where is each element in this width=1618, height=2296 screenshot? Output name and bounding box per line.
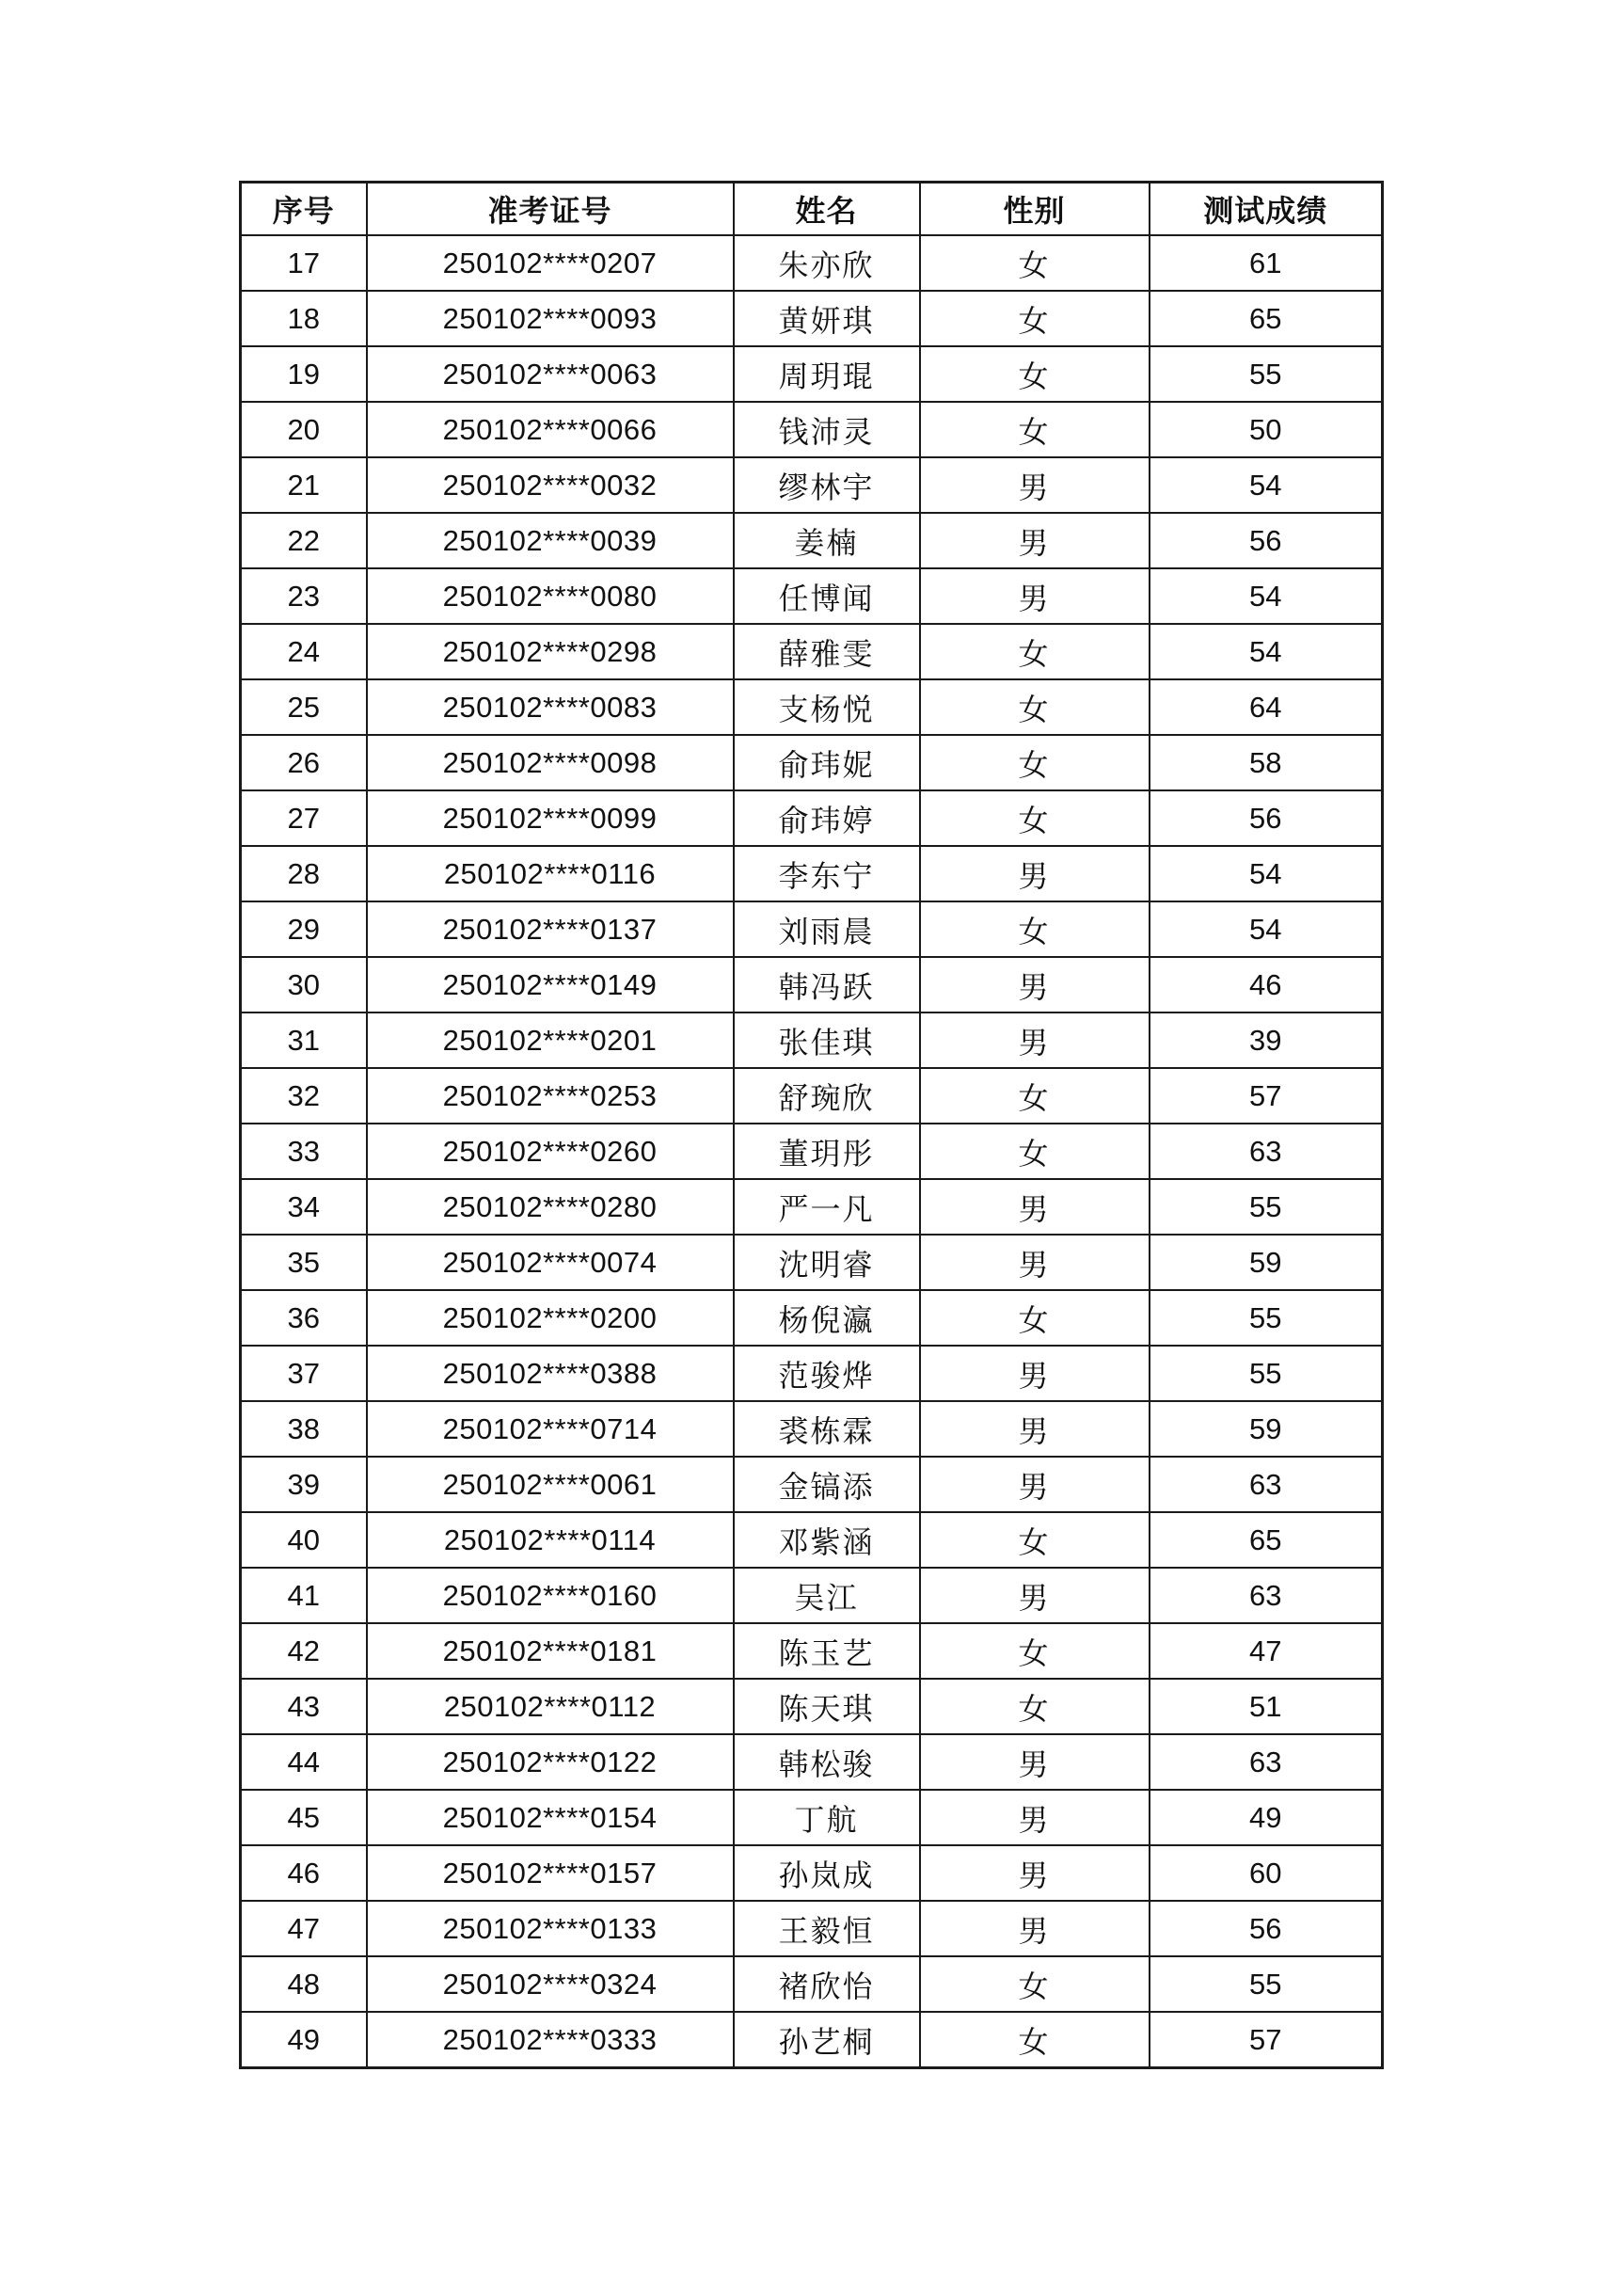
score-cell: 55 <box>1150 1179 1383 1235</box>
seq-cell: 44 <box>241 1734 367 1790</box>
table-row <box>241 1457 1383 1512</box>
table-row <box>241 624 1383 679</box>
name-cell: 周玥琨 <box>734 346 920 402</box>
name-cell: 黄妍琪 <box>734 291 920 346</box>
name-cell: 李东宁 <box>734 846 920 901</box>
score-cell: 55 <box>1150 1956 1383 2012</box>
exam-id-cell: 250102****0253 <box>367 1068 734 1124</box>
table-row <box>241 1845 1383 1901</box>
table-row <box>241 1679 1383 1734</box>
name-cell: 钱沛灵 <box>734 402 920 457</box>
table-row <box>241 1124 1383 1179</box>
score-cell: 39 <box>1150 1012 1383 1068</box>
exam-id-cell: 250102****0032 <box>367 457 734 513</box>
gender-cell: 女 <box>920 624 1150 679</box>
table-row <box>241 513 1383 568</box>
name-cell: 缪林宇 <box>734 457 920 513</box>
seq-cell: 20 <box>241 402 367 457</box>
gender-cell: 女 <box>920 2012 1150 2068</box>
name-cell: 孙艺桐 <box>734 2012 920 2068</box>
gender-cell: 男 <box>920 1790 1150 1845</box>
name-cell: 褚欣怡 <box>734 1956 920 2012</box>
name-cell: 王毅恒 <box>734 1901 920 1956</box>
seq-cell: 22 <box>241 513 367 568</box>
name-cell: 孙岚成 <box>734 1845 920 1901</box>
gender-cell: 男 <box>920 513 1150 568</box>
seq-cell: 19 <box>241 346 367 402</box>
name-cell: 丁航 <box>734 1790 920 1845</box>
name-cell: 朱亦欣 <box>734 235 920 291</box>
gender-cell: 女 <box>920 679 1150 735</box>
seq-cell: 49 <box>241 2012 367 2068</box>
score-cell: 56 <box>1150 1901 1383 1956</box>
gender-cell: 女 <box>920 735 1150 790</box>
seq-cell: 31 <box>241 1012 367 1068</box>
name-cell: 韩冯跃 <box>734 957 920 1012</box>
score-cell: 56 <box>1150 513 1383 568</box>
table-row <box>241 1901 1383 1956</box>
score-cell: 63 <box>1150 1568 1383 1623</box>
exam-id-cell: 250102****0133 <box>367 1901 734 1956</box>
gender-cell: 女 <box>920 402 1150 457</box>
gender-cell: 女 <box>920 1679 1150 1734</box>
table-row <box>241 402 1383 457</box>
exam-id-cell: 250102****0280 <box>367 1179 734 1235</box>
exam-id-cell: 250102****0201 <box>367 1012 734 1068</box>
exam-id-cell: 250102****0066 <box>367 402 734 457</box>
score-cell: 47 <box>1150 1623 1383 1679</box>
gender-cell: 女 <box>920 1068 1150 1124</box>
name-cell: 严一凡 <box>734 1179 920 1235</box>
name-cell: 刘雨晨 <box>734 901 920 957</box>
score-cell: 55 <box>1150 1290 1383 1346</box>
gender-cell: 男 <box>920 1012 1150 1068</box>
gender-cell: 女 <box>920 1512 1150 1568</box>
gender-cell: 男 <box>920 1346 1150 1401</box>
gender-cell: 男 <box>920 1845 1150 1901</box>
score-cell: 59 <box>1150 1401 1383 1457</box>
table-row <box>241 679 1383 735</box>
seq-cell: 43 <box>241 1679 367 1734</box>
exam-id-cell: 250102****0137 <box>367 901 734 957</box>
seq-cell: 25 <box>241 679 367 735</box>
name-cell: 任博闻 <box>734 568 920 624</box>
name-cell: 金镐添 <box>734 1457 920 1512</box>
gender-cell: 男 <box>920 568 1150 624</box>
table-row <box>241 568 1383 624</box>
gender-cell: 女 <box>920 1956 1150 2012</box>
gender-cell: 女 <box>920 790 1150 846</box>
header-score: 测试成绩 <box>1150 183 1383 236</box>
header-name: 姓名 <box>734 183 920 236</box>
gender-cell: 男 <box>920 957 1150 1012</box>
gender-cell: 男 <box>920 1568 1150 1623</box>
exam-id-cell: 250102****0112 <box>367 1679 734 1734</box>
header-seq: 序号 <box>241 183 367 236</box>
exam-id-cell: 250102****0074 <box>367 1235 734 1290</box>
gender-cell: 男 <box>920 1734 1150 1790</box>
name-cell: 舒琬欣 <box>734 1068 920 1124</box>
exam-id-cell: 250102****0093 <box>367 291 734 346</box>
seq-cell: 33 <box>241 1124 367 1179</box>
table-row <box>241 846 1383 901</box>
name-cell: 邓紫涵 <box>734 1512 920 1568</box>
gender-cell: 女 <box>920 1623 1150 1679</box>
name-cell: 薛雅雯 <box>734 624 920 679</box>
table-row <box>241 2012 1383 2068</box>
exam-id-cell: 250102****0149 <box>367 957 734 1012</box>
score-cell: 57 <box>1150 1068 1383 1124</box>
seq-cell: 47 <box>241 1901 367 1956</box>
score-cell: 57 <box>1150 2012 1383 2068</box>
table-row <box>241 957 1383 1012</box>
name-cell: 俞玮妮 <box>734 735 920 790</box>
seq-cell: 45 <box>241 1790 367 1845</box>
gender-cell: 女 <box>920 291 1150 346</box>
name-cell: 支杨悦 <box>734 679 920 735</box>
name-cell: 俞玮婷 <box>734 790 920 846</box>
gender-cell: 女 <box>920 901 1150 957</box>
seq-cell: 40 <box>241 1512 367 1568</box>
score-cell: 58 <box>1150 735 1383 790</box>
seq-cell: 39 <box>241 1457 367 1512</box>
exam-id-cell: 250102****0181 <box>367 1623 734 1679</box>
name-cell: 陈玉艺 <box>734 1623 920 1679</box>
exam-id-cell: 250102****0114 <box>367 1512 734 1568</box>
table-row <box>241 1235 1383 1290</box>
exam-id-cell: 250102****0157 <box>367 1845 734 1901</box>
name-cell: 姜楠 <box>734 513 920 568</box>
gender-cell: 男 <box>920 1901 1150 1956</box>
score-cell: 54 <box>1150 624 1383 679</box>
score-cell: 50 <box>1150 402 1383 457</box>
seq-cell: 41 <box>241 1568 367 1623</box>
seq-cell: 34 <box>241 1179 367 1235</box>
score-cell: 55 <box>1150 346 1383 402</box>
exam-id-cell: 250102****0200 <box>367 1290 734 1346</box>
score-cell: 51 <box>1150 1679 1383 1734</box>
score-cell: 63 <box>1150 1734 1383 1790</box>
table-row <box>241 1956 1383 2012</box>
table-header-row <box>241 183 1383 236</box>
table-body <box>241 235 1383 2068</box>
seq-cell: 38 <box>241 1401 367 1457</box>
table-row <box>241 1290 1383 1346</box>
table-row <box>241 1568 1383 1623</box>
exam-id-cell: 250102****0098 <box>367 735 734 790</box>
results-table <box>239 181 1384 2069</box>
table-row <box>241 1401 1383 1457</box>
gender-cell: 男 <box>920 457 1150 513</box>
seq-cell: 37 <box>241 1346 367 1401</box>
seq-cell: 32 <box>241 1068 367 1124</box>
score-cell: 60 <box>1150 1845 1383 1901</box>
score-cell: 54 <box>1150 846 1383 901</box>
exam-id-cell: 250102****0333 <box>367 2012 734 2068</box>
name-cell: 韩松骏 <box>734 1734 920 1790</box>
gender-cell: 男 <box>920 846 1150 901</box>
table-row <box>241 235 1383 291</box>
seq-cell: 21 <box>241 457 367 513</box>
gender-cell: 男 <box>920 1235 1150 1290</box>
header-gender: 性别 <box>920 183 1150 236</box>
score-cell: 54 <box>1150 568 1383 624</box>
name-cell: 沈明睿 <box>734 1235 920 1290</box>
name-cell: 范骏烨 <box>734 1346 920 1401</box>
seq-cell: 23 <box>241 568 367 624</box>
seq-cell: 46 <box>241 1845 367 1901</box>
score-cell: 56 <box>1150 790 1383 846</box>
seq-cell: 28 <box>241 846 367 901</box>
exam-id-cell: 250102****0061 <box>367 1457 734 1512</box>
table-row <box>241 735 1383 790</box>
table-row <box>241 790 1383 846</box>
exam-id-cell: 250102****0160 <box>367 1568 734 1623</box>
score-cell: 61 <box>1150 235 1383 291</box>
header-exam-id: 准考证号 <box>367 183 734 236</box>
seq-cell: 35 <box>241 1235 367 1290</box>
name-cell: 董玥彤 <box>734 1124 920 1179</box>
seq-cell: 26 <box>241 735 367 790</box>
table-row <box>241 1790 1383 1845</box>
gender-cell: 男 <box>920 1457 1150 1512</box>
seq-cell: 30 <box>241 957 367 1012</box>
table-row <box>241 1012 1383 1068</box>
seq-cell: 17 <box>241 235 367 291</box>
name-cell: 陈天琪 <box>734 1679 920 1734</box>
exam-id-cell: 250102****0714 <box>367 1401 734 1457</box>
gender-cell: 男 <box>920 1401 1150 1457</box>
table-row <box>241 1346 1383 1401</box>
seq-cell: 42 <box>241 1623 367 1679</box>
score-cell: 65 <box>1150 291 1383 346</box>
seq-cell: 36 <box>241 1290 367 1346</box>
name-cell: 吴江 <box>734 1568 920 1623</box>
table-row <box>241 457 1383 513</box>
seq-cell: 48 <box>241 1956 367 2012</box>
score-cell: 64 <box>1150 679 1383 735</box>
gender-cell: 女 <box>920 346 1150 402</box>
score-cell: 54 <box>1150 457 1383 513</box>
table-row <box>241 346 1383 402</box>
score-cell: 49 <box>1150 1790 1383 1845</box>
seq-cell: 27 <box>241 790 367 846</box>
name-cell: 张佳琪 <box>734 1012 920 1068</box>
exam-id-cell: 250102****0116 <box>367 846 734 901</box>
seq-cell: 29 <box>241 901 367 957</box>
gender-cell: 女 <box>920 1124 1150 1179</box>
exam-id-cell: 250102****0298 <box>367 624 734 679</box>
name-cell: 裘栋霖 <box>734 1401 920 1457</box>
score-cell: 55 <box>1150 1346 1383 1401</box>
exam-id-cell: 250102****0388 <box>367 1346 734 1401</box>
seq-cell: 24 <box>241 624 367 679</box>
gender-cell: 女 <box>920 1290 1150 1346</box>
gender-cell: 男 <box>920 1179 1150 1235</box>
exam-id-cell: 250102****0260 <box>367 1124 734 1179</box>
seq-cell: 18 <box>241 291 367 346</box>
exam-id-cell: 250102****0080 <box>367 568 734 624</box>
score-cell: 46 <box>1150 957 1383 1012</box>
table-row <box>241 1734 1383 1790</box>
exam-id-cell: 250102****0099 <box>367 790 734 846</box>
gender-cell: 女 <box>920 235 1150 291</box>
table-row <box>241 901 1383 957</box>
score-cell: 59 <box>1150 1235 1383 1290</box>
score-cell: 63 <box>1150 1457 1383 1512</box>
score-cell: 54 <box>1150 901 1383 957</box>
exam-id-cell: 250102****0083 <box>367 679 734 735</box>
table-row <box>241 291 1383 346</box>
table-row <box>241 1179 1383 1235</box>
table-row <box>241 1623 1383 1679</box>
table-row <box>241 1068 1383 1124</box>
exam-id-cell: 250102****0154 <box>367 1790 734 1845</box>
score-cell: 63 <box>1150 1124 1383 1179</box>
exam-id-cell: 250102****0039 <box>367 513 734 568</box>
score-cell: 65 <box>1150 1512 1383 1568</box>
name-cell: 杨倪瀛 <box>734 1290 920 1346</box>
exam-id-cell: 250102****0324 <box>367 1956 734 2012</box>
exam-id-cell: 250102****0122 <box>367 1734 734 1790</box>
table-row <box>241 1512 1383 1568</box>
exam-id-cell: 250102****0063 <box>367 346 734 402</box>
exam-id-cell: 250102****0207 <box>367 235 734 291</box>
